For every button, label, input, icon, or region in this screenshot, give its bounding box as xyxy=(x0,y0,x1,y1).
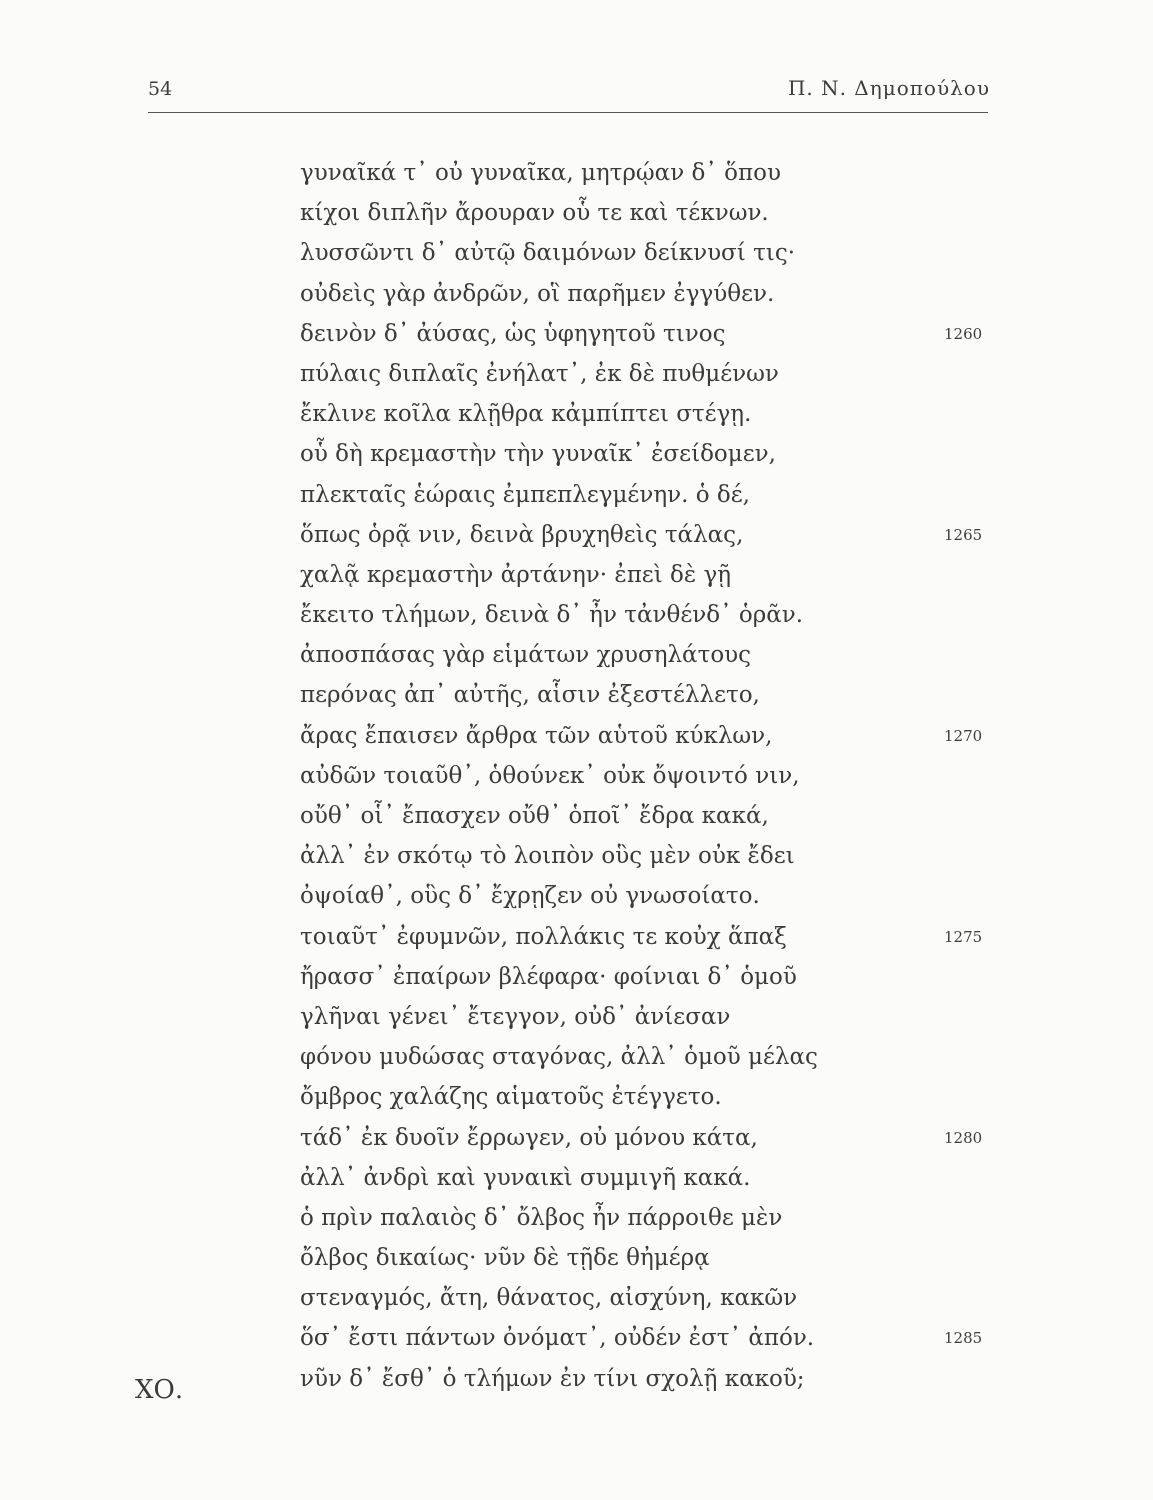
verse-text: ὄλβος δικαίως· νῦν δὲ τῇδε θἠμέρᾳ xyxy=(300,1245,710,1272)
verse-line xyxy=(300,997,910,1037)
verse-text: ὁ πρὶν παλαιὸς δ᾽ ὄλβος ἦν πάρροιθε μὲν xyxy=(300,1204,783,1231)
verse-text: οὗ δὴ κρεμαστὴν τὴν γυναῖκ᾽ ἐσείδομεν, xyxy=(300,441,776,468)
verse-text: ὅπως ὁρᾷ νιν, δεινὰ βρυχηθεὶς τάλας, xyxy=(300,521,744,548)
verse-line xyxy=(300,595,910,635)
verse-text: οὐδεὶς γὰρ ἀνδρῶν, οἳ παρῆμεν ἐγγύθεν. xyxy=(300,280,775,307)
verse-text: περόνας ἀπ᾽ αὐτῆς, αἷσιν ἐξεστέλλετο, xyxy=(300,682,760,709)
verse-line xyxy=(300,917,983,957)
verse-line xyxy=(300,635,910,675)
verse-text: πλεκταῖς ἑώραις ἐμπεπλεγμένην. ὁ δέ, xyxy=(300,481,750,508)
verse-text: ἔκειτο τλήμων, δεινὰ δ᾽ ἦν τἀνθένδ᾽ ὁρᾶν. xyxy=(300,602,804,629)
verse-text: γυναῖκά τ᾽ οὐ γυναῖκα, μητρῴαν δ᾽ ὅπου xyxy=(300,160,781,186)
verse-line xyxy=(300,233,910,273)
line-number: 1285 xyxy=(944,1329,983,1348)
speaker-label: ΧΟ. xyxy=(135,1375,184,1405)
verse-line xyxy=(300,957,910,997)
verse-text: ἀλλ᾽ ἀνδρὶ καὶ γυναικὶ συμμιγῆ κακά. xyxy=(300,1164,751,1191)
verse-line xyxy=(300,876,910,916)
verse-text: ἀλλ᾽ ἐν σκότῳ τὸ λοιπὸν οὓς μὲν οὐκ ἔδει xyxy=(300,843,795,870)
verse-line xyxy=(300,796,910,836)
page-number: 54 xyxy=(148,78,173,100)
verse-line xyxy=(300,1359,910,1399)
verse-text: οὔθ᾽ οἷ᾽ ἔπασχεν οὔθ᾽ ὁποῖ᾽ ἔδρα κακά, xyxy=(300,803,769,829)
verse-line xyxy=(300,1118,983,1158)
verse-line xyxy=(300,1158,910,1198)
verse-text: ἔκλινε κοῖλα κλῇθρα κἀμπίπτει στέγῃ. xyxy=(300,401,752,428)
verse-text: τάδ᾽ ἐκ δυοῖν ἔρρωγεν, οὐ μόνου κάτα, xyxy=(300,1124,758,1151)
verse-text: δεινὸν δ᾽ ἀύσας, ὡς ὑφηγητοῦ τινος xyxy=(300,320,726,347)
verse-text: πύλαις διπλαῖς ἐνήλατ᾽, ἐκ δὲ πυθμένων xyxy=(300,360,779,387)
verse-line xyxy=(300,675,910,715)
page-header xyxy=(148,72,990,112)
verse-text: λυσσῶντι δ᾽ αὐτῷ δαιμόνων δείκνυσί τις· xyxy=(300,240,796,267)
line-number: 1275 xyxy=(944,927,983,946)
verse-text: στεναγμός, ἄτη, θάνατος, αἰσχύνη, κακῶν xyxy=(300,1285,798,1312)
line-number: 1280 xyxy=(944,1128,983,1147)
verse-line xyxy=(300,555,910,595)
verse-text: φόνου μυδώσας σταγόνας, ἀλλ᾽ ὁμοῦ μέλας xyxy=(300,1044,818,1071)
verse-text: τοιαῦτ᾽ ἐφυμνῶν, πολλάκις τε κοὐχ ἅπαξ xyxy=(300,923,787,950)
verse-text: χαλᾷ κρεμαστὴν ἀρτάνην· ἐπεὶ δὲ γῇ xyxy=(300,561,732,588)
verse-line xyxy=(300,314,983,354)
verse-text: ἄρας ἔπαισεν ἄρθρα τῶν αὑτοῦ κύκλων, xyxy=(300,722,773,749)
verse-text: ὄμβρος χαλάζης αἱματοῦς ἐτέγγετο. xyxy=(300,1084,722,1111)
verse-text: κίχοι διπλῆν ἄρουραν οὗ τε καὶ τέκνων. xyxy=(300,200,769,227)
verse-line xyxy=(300,475,910,515)
verse-line xyxy=(300,1238,910,1278)
header-rule xyxy=(148,112,988,113)
verse-line xyxy=(300,1198,910,1238)
verse-block xyxy=(300,153,983,1399)
verse-line xyxy=(300,274,910,314)
verse-text: νῦν δ᾽ ἔσθ᾽ ὁ τλήμων ἐν τίνι σχολῇ κακοῦ; xyxy=(300,1365,805,1392)
verse-text: αὐδῶν τοιαῦθ᾽, ὁθούνεκ᾽ οὐκ ὄψοιντό νιν, xyxy=(300,762,800,789)
verse-line xyxy=(300,193,910,233)
verse-line xyxy=(300,434,910,474)
verse-text: ἤρασσ᾽ ἐπαίρων βλέφαρα· φοίνιαι δ᾽ ὁμοῦ xyxy=(300,963,797,990)
line-number: 1270 xyxy=(944,726,983,745)
verse-line xyxy=(300,394,910,434)
verse-line xyxy=(300,354,910,394)
verse-line xyxy=(300,1077,910,1117)
line-number: 1265 xyxy=(944,525,983,544)
verse-line xyxy=(300,1037,910,1077)
verse-line xyxy=(300,515,983,555)
verse-text: ὅσ᾽ ἔστι πάντων ὀνόματ᾽, οὐδέν ἐστ᾽ ἀπόν. xyxy=(300,1325,815,1352)
verse-line xyxy=(300,153,910,193)
verse-text: ἀποσπάσας γὰρ εἱμάτων χρυσηλάτους xyxy=(300,642,752,669)
verse-line xyxy=(300,756,910,796)
verse-line xyxy=(300,716,983,756)
verse-text: ὀψοίαθ᾽, οὓς δ᾽ ἔχρῃζεν οὐ γνωσοίατο. xyxy=(300,883,760,910)
verse-line xyxy=(300,1278,910,1318)
running-head: Π. Ν. Δημοπούλου xyxy=(787,76,990,100)
verse-line xyxy=(300,836,910,876)
verse-text: γλῆναι γένει᾽ ἔτεγγον, οὐδ᾽ ἀνίεσαν xyxy=(300,1003,731,1030)
line-number: 1260 xyxy=(944,324,983,343)
verse-line xyxy=(300,1318,983,1358)
